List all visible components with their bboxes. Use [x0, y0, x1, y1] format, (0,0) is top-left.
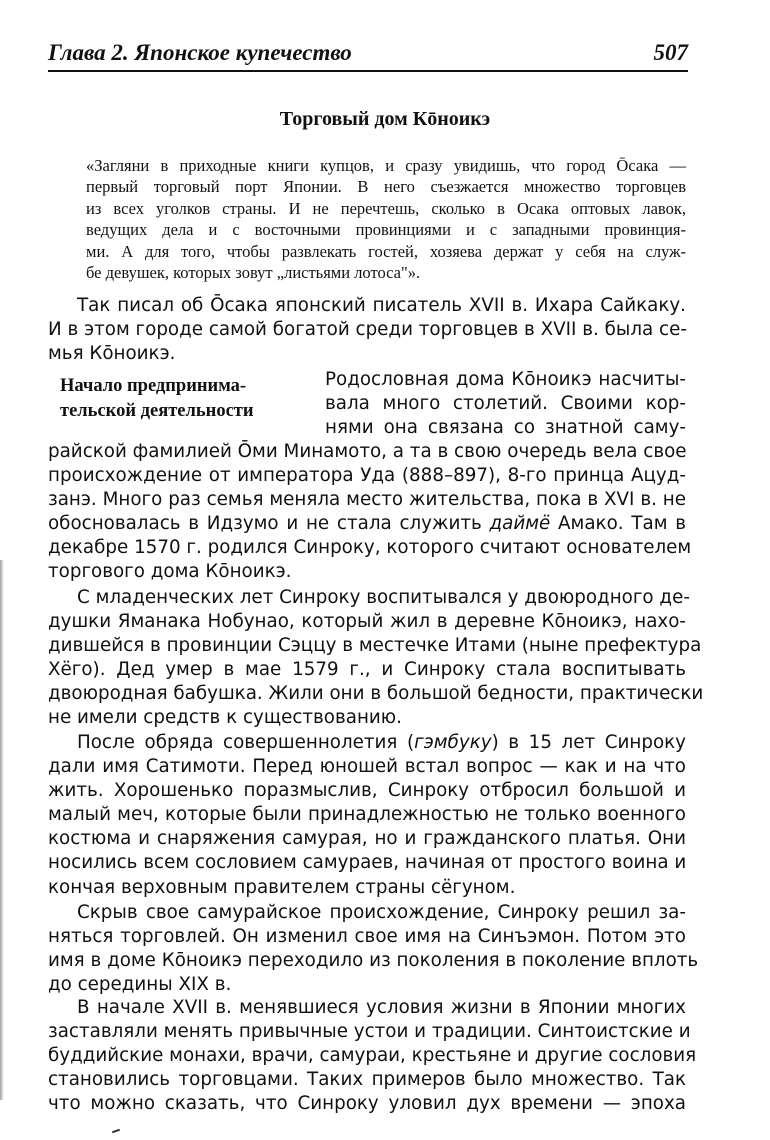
text-line: нями она связана со знатной саму-: [325, 417, 686, 439]
section-title: Торговый дом Кōноикэ: [279, 108, 491, 130]
text-line: С младенческих лет Синроку воспитывался у двоюродного де-: [77, 587, 690, 608]
text-line: няться торговлей. Он изменил свое имя на Синъэмон. Потом это: [48, 926, 686, 948]
text-line: носились всем сословием самураев, начиная от простого воина и: [48, 852, 687, 874]
text-segment: После обряда совершеннолетия (: [77, 732, 415, 753]
italic-term: даймё: [489, 513, 551, 535]
epigraph-line: первый торговый порт Японии. В него съезжается множество торговцев: [86, 177, 686, 197]
text-line: Так писал об Ōсака японский писатель XVII в. Ихара Сайкаку.: [77, 295, 686, 316]
paragraph-childhood: [48, 586, 704, 731]
paragraph-origins: [48, 440, 692, 585]
running-head: [48, 38, 688, 72]
text-line: занэ. Много раз семья меняла место жительства, пока в XVI в. не: [48, 489, 686, 511]
text-line: до середины XIX в.: [48, 974, 232, 996]
epigraph-line: бе девушек, которых зовут „листьями лотоса"».: [86, 263, 421, 283]
paragraph-trade: [48, 901, 699, 997]
text-line: мья Кōноикэ.: [48, 343, 176, 365]
header-rule: [48, 70, 688, 72]
chapter-title: Глава 2. Японское купечество: [48, 40, 352, 65]
text-line: вала много столетий. Своими кор-: [325, 393, 686, 415]
epigraph-line: ми. А для того, чтобы развлекать гостей, хозяева держат у себя на служ-: [86, 241, 686, 261]
side-paragraph: [325, 368, 686, 440]
side-heading-line: Начало предпринима-: [60, 376, 247, 396]
text-line: происхождение от императора Уда (888–897), 8-го принца Ацуд-: [48, 465, 686, 487]
text-line: что можно сказать, что Синроку уловил дух времени — эпоха: [48, 1093, 686, 1115]
text-line: [48, 512, 686, 536]
page-number: 507: [653, 40, 688, 65]
text-line: жить. Хорошенько поразмыслив, Синроку отбросил большой и: [48, 780, 686, 802]
scan-edge-shadow: [0, 560, 4, 1100]
side-heading: [60, 374, 300, 424]
text-line: буддийские монахи, врачи, самураи, крестьяне и другие сословия: [48, 1045, 697, 1067]
paragraph-coming-of-age: [48, 731, 686, 900]
side-heading-line: тельской деятельности: [60, 401, 254, 421]
text-line: не имели средств к существованию.: [48, 707, 402, 729]
text-segment: обосновалась в Идзумо и не стала служить: [48, 513, 490, 535]
text-line: костюма и снаряжения самурая, но и гражданского платья. Они: [48, 828, 686, 850]
paragraph-era: [48, 996, 697, 1116]
text-line: становились торговцами. Таких примеров было множество. Так: [48, 1069, 686, 1091]
scan-speck: [112, 1129, 120, 1134]
epigraph-line: из всех уголков страны. И не перечтешь, сколько в Осака оптовых лавок,: [86, 198, 686, 218]
text-line: И в этом городе самой богатой среди торговцев в XVII в. была се-: [48, 319, 687, 341]
epigraph-quote: [86, 155, 686, 283]
epigraph-line: ведущих дела и с восточными провинциями и с западными провинция-: [86, 220, 686, 240]
text-line: торгового дома Кōноикэ.: [48, 561, 292, 583]
text-line: душки Яманака Нобунао, который жил в деревне Кōноикэ, нахо-: [48, 611, 686, 633]
text-line: малый меч, которые были принадлежностью не только военного: [48, 804, 686, 826]
intro-paragraph: [48, 294, 686, 366]
text-line: имя в доме Кōноикэ переходило из поколения в поколение вплоть: [48, 950, 699, 972]
text-line: Скрыв свое самурайское происхождение, Синроку решил за-: [77, 902, 686, 923]
text-line: [48, 731, 686, 755]
italic-term: гэмбуку: [414, 732, 492, 753]
text-line: В начале XVII в. менявшиеся условия жизни в Японии многих: [77, 997, 686, 1018]
epigraph-line: «Загляни в приходные книги купцов, и сразу увидишь, что город Ōсака —: [86, 156, 686, 175]
text-line: декабре 1570 г. родился Синроку, которого считают основателем: [48, 537, 692, 559]
text-line: Хёго). Дед умер в мае 1579 г., и Синроку стала воспитывать: [48, 659, 686, 681]
text-line: райской фамилией Ōми Минамото, а та в свою очередь вела свое: [48, 441, 687, 462]
text-line: дившейся в провинции Сэццу в местечке Итами (ныне префектура: [48, 635, 702, 657]
text-line: Родословная дома Кōноикэ насчиты-: [325, 369, 686, 390]
text-segment: ) в 15 лет Синроку: [491, 732, 686, 753]
text-line: дали имя Сатимоти. Перед юношей встал вопрос — как и на что: [48, 756, 686, 778]
text-segment: Амако. Там в: [550, 513, 686, 535]
text-line: двоюродная бабушка. Жили они в большой бедности, практически: [48, 683, 704, 705]
text-line: кончая верховным правителем страны сёгуном.: [48, 876, 516, 898]
text-line: заставляли менять привычные устои и традиции. Синтоистские и: [48, 1021, 691, 1043]
